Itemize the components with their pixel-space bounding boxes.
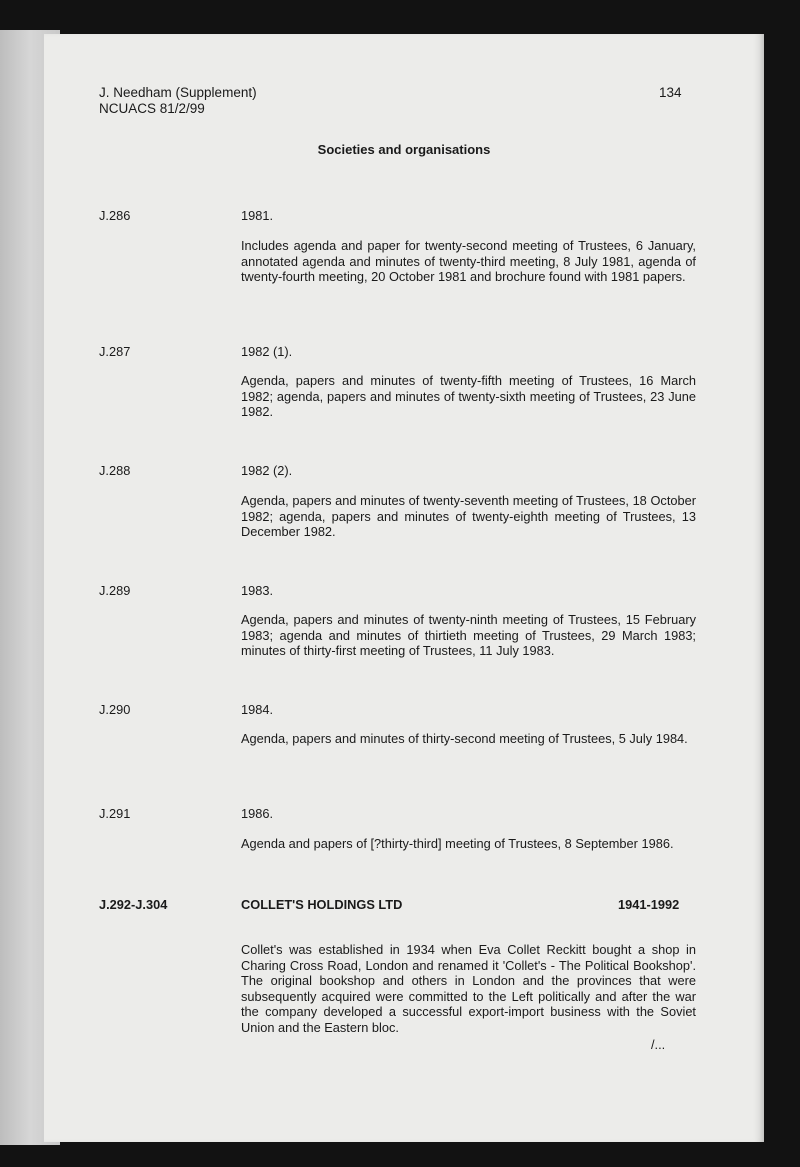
group-dates: 1941-1992 [618, 897, 680, 912]
entry-description: Includes agenda and paper for twenty-second meeting of Trustees, 6 January, annotated agenda and minutes of twenty-third meeting, 8 July 1981, agenda of twenty-fourth meeting, 20 October 1981 and brochure found with 1981 papers. [241, 238, 696, 284]
entry-description: Agenda, papers and minutes of twenty-seventh meeting of Trustees, 18 October 1982; agenda, papers and minutes of twenty-eighth meeting of Trustees, 13 December 1982. [241, 493, 696, 539]
entry-date: 1984. [241, 702, 274, 717]
entry-date: 1981. [241, 208, 274, 223]
entry-date: 1983. [241, 583, 274, 598]
entry-ref: J.291 [99, 806, 131, 821]
entry-date: 1982 (1). [241, 344, 293, 359]
document-page [44, 34, 764, 1142]
entry-description: Agenda and papers of [?thirty-third] meeting of Trustees, 8 September 1986. [241, 836, 674, 851]
entry-date: 1986. [241, 806, 274, 821]
entry-ref: J.286 [99, 208, 131, 223]
entry-description: Agenda, papers and minutes of thirty-second meeting of Trustees, 5 July 1984. [241, 731, 688, 746]
header-reference: NCUACS 81/2/99 [99, 101, 205, 116]
group-ref: J.292-J.304 [99, 897, 168, 912]
entry-ref: J.289 [99, 583, 131, 598]
entry-date: 1982 (2). [241, 463, 293, 478]
entry-ref: J.288 [99, 463, 131, 478]
group-name: COLLET'S HOLDINGS LTD [241, 897, 403, 912]
header-title: J. Needham (Supplement) [99, 85, 257, 100]
entry-ref: J.287 [99, 344, 131, 359]
group-description: Collet's was established in 1934 when Eva Collet Reckitt bought a shop in Charing Cross Road, London and renamed it 'Collet's - The Political Bookshop'. The original bookshop and others in London and the provinces that were subsequently acquired were committed to the Left politically and after the war the company developed a successful export-import business with the Soviet Union and the Eastern bloc. [241, 942, 696, 1035]
continuation-mark: /... [651, 1037, 666, 1052]
entry-description: Agenda, papers and minutes of twenty-fifth meeting of Trustees, 16 March 1982; agenda, papers and minutes of twenty-sixth meeting of Trustees, 23 June 1982. [241, 373, 696, 419]
section-title: Societies and organisations [317, 142, 491, 157]
page-number: 134 [659, 85, 682, 100]
entry-ref: J.290 [99, 702, 131, 717]
entry-description: Agenda, papers and minutes of twenty-ninth meeting of Trustees, 15 February 1983; agenda and minutes of thirtieth meeting of Trustees, 29 March 1983; minutes of thirty-first meeting of Trustees, 11 July 1983. [241, 612, 696, 658]
